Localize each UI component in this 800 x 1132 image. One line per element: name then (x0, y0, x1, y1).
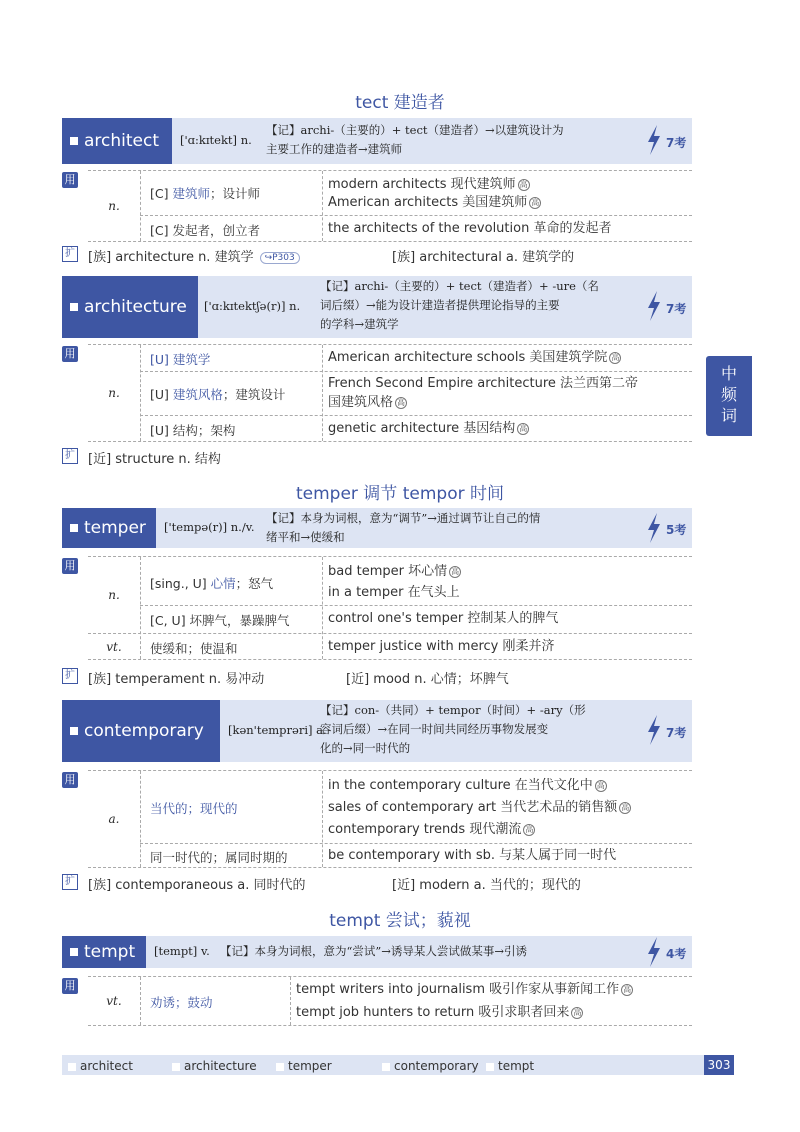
example: tempt writers into journalism 吸引作家从事新闻工作 高 (296, 982, 632, 997)
root-title-tect: tect 建造者 (355, 93, 445, 113)
word-headword: architect (62, 118, 172, 164)
example: in the contemporary culture 在当代文化中 高 (328, 778, 605, 793)
phonetic: [tempt] v. (154, 944, 210, 958)
page-number: 303 (704, 1055, 734, 1075)
part-of-speech: vt. (106, 640, 122, 654)
memory-note: 【记】archi-（主要的）+ tect（建造者）+ -ure（名 词后缀）→能为设计建造者提供理论指导的主要 的学科→建筑学 (320, 279, 599, 331)
example: genetic architecture 基因结构 高 (328, 421, 528, 436)
example: control one's temper 控制某人的脾气 (328, 611, 559, 626)
usage-badge: 用 (62, 346, 78, 362)
example: American architects 美国建筑师 高 (328, 195, 540, 210)
extension-family: [族] temperament n. 易冲动 (88, 672, 265, 687)
footer-word[interactable]: tempt (486, 1059, 534, 1073)
example: tempt job hunters to return 吸引求职者回来 高 (296, 1005, 582, 1020)
example: temper justice with mercy 刚柔并济 (328, 639, 555, 654)
definition: 使缓和；使温和 (150, 641, 238, 656)
example: the architects of the revolution 革命的发起者 (328, 221, 612, 236)
word-headword: architecture (62, 276, 198, 338)
part-of-speech: vt. (106, 994, 122, 1008)
extension-synonym: [近] structure n. 结构 (88, 452, 221, 467)
definition: [U] 建筑风格；建筑设计 (150, 387, 286, 402)
exam-count: 4考 (666, 947, 687, 961)
phonetic: [kən'temprəri] a. (228, 723, 327, 737)
usage-badge: 用 (62, 978, 78, 994)
extension-badge: 扩 (62, 246, 78, 262)
definition: [U] 结构；架构 (150, 423, 236, 438)
part-of-speech: n. (108, 588, 120, 602)
example: sales of contemporary art 当代艺术品的销售额 高 (328, 800, 630, 815)
extension-synonym: [近] modern a. 当代的；现代的 (392, 878, 581, 893)
page-ref-link[interactable]: ↪P303 (260, 252, 300, 264)
exam-count: 5考 (666, 523, 687, 537)
definition: [C] 发起者，创立者 (150, 223, 260, 238)
phonetic: ['ɑ:kɪtekt] n. (180, 133, 252, 147)
example: be contemporary with sb. 与某人属于同一时代 (328, 848, 617, 863)
example: in a temper 在气头上 (328, 585, 460, 600)
part-of-speech: n. (108, 199, 120, 213)
part-of-speech: n. (108, 386, 120, 400)
root-title-temper: temper 调节 tempor 时间 (295, 484, 504, 504)
extension-family: [族] architecture n. 建筑学 ↪P303 (88, 246, 300, 265)
exam-count: 7考 (666, 302, 687, 316)
footer-word[interactable]: contemporary (382, 1059, 479, 1073)
word-headword: contemporary (62, 700, 220, 762)
definition: [C] 建筑师；设计师 (150, 186, 260, 201)
extension-badge: 扩 (62, 874, 78, 890)
memory-note: 【记】本身为词根，意为“尝试”→诱导某人尝试做某事→引诱 (220, 944, 528, 958)
extension-badge: 扩 (62, 668, 78, 684)
extension-family: [族] architectural a. 建筑学的 (392, 250, 575, 265)
extension-badge: 扩 (62, 448, 78, 464)
example: modern architects 现代建筑师 高 (328, 177, 528, 192)
exam-count: 7考 (666, 136, 687, 150)
usage-table-architect (88, 170, 692, 242)
memory-note: 【记】archi-（主要的）+ tect（建造者）→以建筑设计为 主要工作的建造者→建筑师 (266, 123, 564, 156)
extension-synonym: [近] mood n. 心情；坏脾气 (346, 672, 509, 687)
extension-family: [族] contemporaneous a. 同时代的 (88, 878, 306, 893)
footer-word[interactable]: architecture (172, 1059, 257, 1073)
side-tab-frequent-words[interactable]: 中 频 词 (706, 356, 752, 436)
usage-badge: 用 (62, 772, 78, 788)
footer-word[interactable]: architect (68, 1059, 133, 1073)
root-title-tempt: tempt 尝试；藐视 (329, 911, 471, 931)
example: American architecture schools 美国建筑学院 高 (328, 350, 620, 365)
definition: 同一时代的；属同时期的 (150, 850, 288, 865)
definition: [C, U] 坏脾气，暴躁脾气 (150, 613, 290, 628)
usage-table-temper (88, 556, 692, 660)
phonetic: ['tempə(r)] n./v. (164, 520, 255, 534)
phonetic: ['ɑ:kɪtektʃə(r)] n. (204, 299, 301, 313)
part-of-speech: a. (108, 812, 120, 826)
word-bar-temper (62, 508, 692, 548)
word-headword: tempt (62, 936, 146, 968)
definition: 劝诱；鼓动 (150, 995, 213, 1010)
lightning-icon (646, 513, 662, 543)
usage-table-contemporary (88, 770, 692, 868)
memory-note: 【记】con-（共同）+ tempor（时间）+ -ary（形 容词后缀）→在同一时间共同经历事物发展变 化的→同一时代的 (320, 703, 586, 755)
lightning-icon (646, 715, 662, 745)
usage-badge: 用 (62, 558, 78, 574)
definition: [U] 建筑学 (150, 352, 211, 367)
usage-badge: 用 (62, 172, 78, 188)
definition: [sing., U] 心情；怒气 (150, 576, 274, 591)
exam-count: 7考 (666, 726, 687, 740)
example: bad temper 坏心情 高 (328, 564, 460, 579)
word-headword: temper (62, 508, 156, 548)
lightning-icon (646, 937, 662, 967)
word-bar-contemporary (62, 700, 692, 762)
word-bar-architect (62, 118, 692, 164)
footer-word[interactable]: temper (276, 1059, 332, 1073)
example: French Second Empire architecture 法兰西第二帝 国建筑风格 高 (328, 376, 639, 410)
definition: 当代的；现代的 (150, 801, 238, 816)
lightning-icon (646, 125, 662, 155)
memory-note: 【记】本身为词根，意为“调节”→通过调节让自己的情 绪平和→使缓和 (266, 511, 541, 544)
lightning-icon (646, 291, 662, 321)
word-bar-tempt (62, 936, 692, 968)
usage-table-architecture (88, 344, 692, 442)
word-bar-architecture (62, 276, 692, 338)
example: contemporary trends 现代潮流 高 (328, 822, 534, 837)
usage-table-tempt (88, 976, 692, 1026)
